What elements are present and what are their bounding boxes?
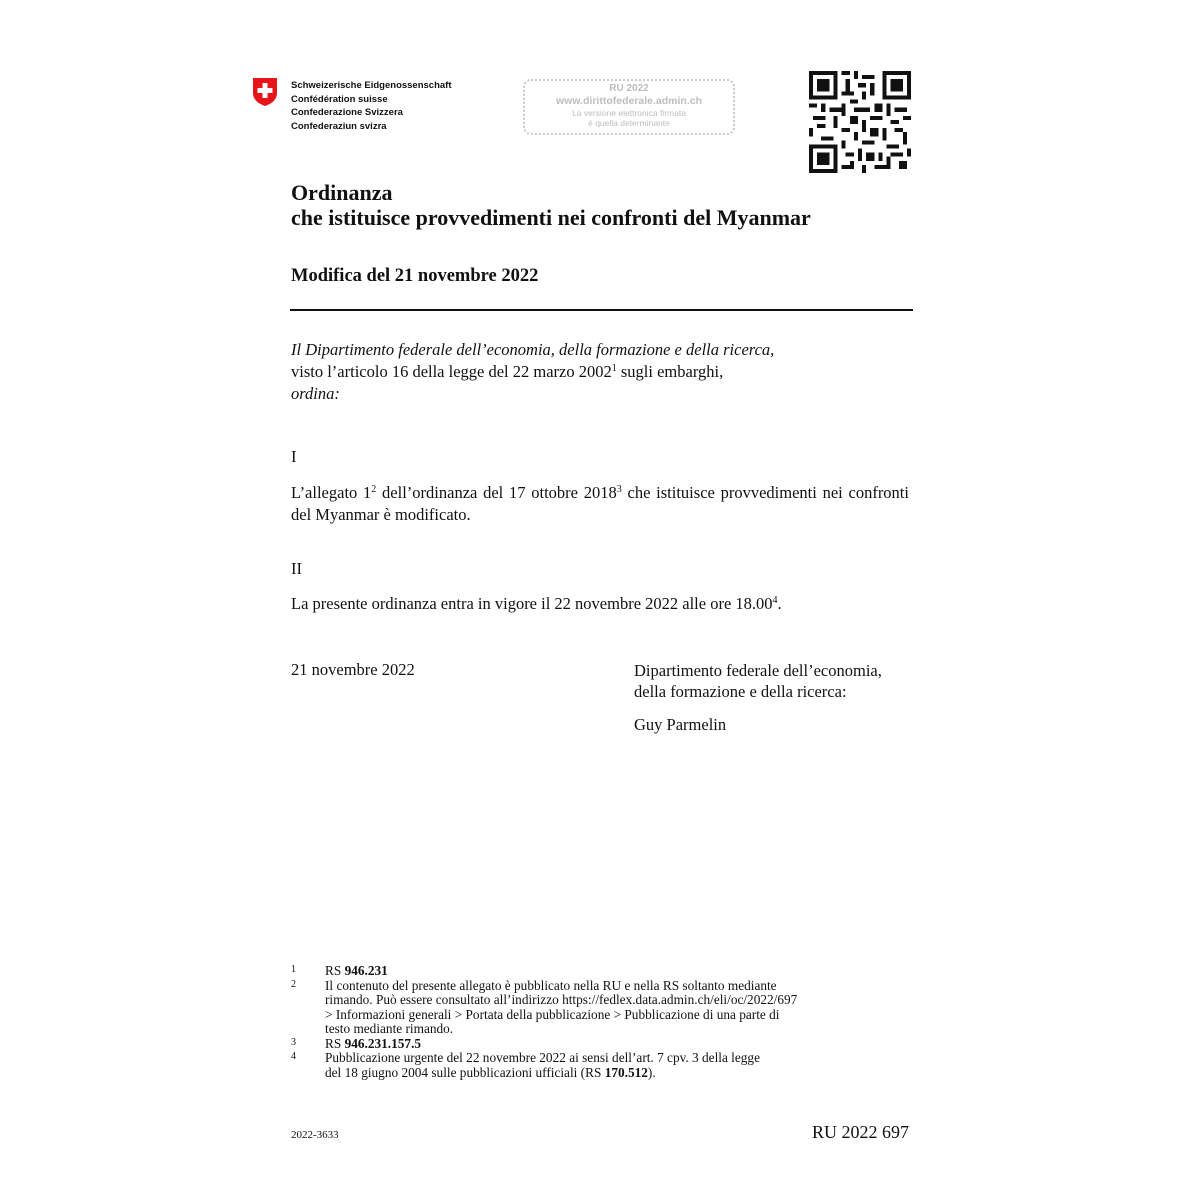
footnote-2-line: rimando. Può essere consultato all’indirizzo https://fedlex.data.admin.ch/eli/oc/2022/697 (325, 992, 798, 1007)
section-ii-end: . (777, 594, 782, 613)
footnote-rs-reference: 170.512 (604, 1064, 648, 1080)
preamble-basis-end: sugli embarghi, (616, 362, 724, 381)
footnote-rs-prefix: RS (325, 1035, 345, 1051)
conf-name-fr: Confédération suisse (291, 93, 388, 105)
amendment-subtitle: Modifica del 21 novembre 2022 (291, 266, 539, 286)
footnote-ref-3[interactable]: 3 (616, 484, 622, 495)
section-i-part1: L’allegato 1 (291, 483, 372, 502)
document-number: 2022-3633 (291, 1129, 339, 1141)
section-label-i: I (291, 447, 297, 466)
footnote-ref-1[interactable]: 1 (611, 363, 617, 374)
preamble (291, 339, 909, 405)
footnote-4-end: ). (647, 1064, 656, 1080)
footnote-4 (291, 1051, 891, 1080)
footnote-ref-4[interactable]: 4 (772, 595, 778, 606)
stamp-url: www.dirittofederale.admin.ch (555, 95, 703, 107)
footnote-2-line: Il contenuto del presente allegato è pubblicato nella RU e nella RS soltanto mediante (325, 977, 777, 993)
footnotes (291, 964, 891, 1080)
footnote-1 (291, 964, 891, 979)
document-title (291, 180, 811, 230)
footnote-4-line-1: Pubblicazione urgente del 22 novembre 2022 ai sensi dell’art. 7 cpv. 3 della legge (325, 1050, 760, 1065)
conf-name-rm: Confederaziun svizra (291, 120, 387, 132)
preamble-authority: Il Dipartimento federale dell’economia, della formazione e della ricerca, (291, 340, 775, 359)
signature-block (634, 660, 882, 735)
section-i-text (291, 482, 909, 526)
section-ii-body: La presente ordinanza entra in vigore il 22 novembre 2022 alle ore 18.00 (291, 594, 773, 613)
preamble-basis-text: visto l’articolo 16 della legge del 22 marzo 2002 (291, 362, 612, 381)
title-line-2: che istituisce provvedimenti nei confronti del Myanmar (291, 205, 811, 230)
footnote-3 (291, 1037, 891, 1052)
title-line-1: Ordinanza (291, 180, 393, 205)
signature-department-2: della formazione e della ricerca: (634, 682, 847, 701)
section-label-ii: II (291, 559, 302, 578)
conf-name-it: Confederazione Svizzera (291, 107, 403, 118)
confederation-names (291, 79, 452, 133)
footnote-number: 2 (291, 978, 296, 990)
document-date: 21 novembre 2022 (291, 660, 415, 679)
section-i-part2: dell’ordinanza del 17 ottobre 2018 (376, 483, 617, 502)
qr-code-icon (809, 71, 911, 173)
footnote-rs-reference: 946.231.157.5 (344, 1035, 422, 1051)
section-i-part3: che istituisce provvedimenti nei confronti del Myanmar è modificato. (291, 483, 909, 524)
footnote-rs-prefix: RS (325, 963, 345, 978)
stamp-note-2: è quella determinante (588, 118, 670, 128)
signer-name: Guy Parmelin (634, 715, 727, 734)
ru-reference: RU 2022 697 (811, 1122, 909, 1142)
official-stamp (523, 79, 735, 135)
section-ii-text (291, 593, 909, 615)
footnote-4-line-2 (325, 1066, 891, 1081)
footnote-number: 4 (291, 1051, 296, 1062)
footnote-number: 3 (291, 1036, 296, 1048)
footnote-rs-reference: 946.231 (344, 963, 388, 978)
footnote-2 (291, 979, 891, 1037)
signature-department-1: Dipartimento federale dell’economia, (634, 661, 882, 680)
footnote-ref-2[interactable]: 2 (371, 484, 377, 495)
conf-name-de: Schweizerische Eidgenossenschaft (291, 80, 452, 91)
preamble-decree: ordina: (291, 384, 340, 403)
preamble-legal-basis (291, 361, 909, 383)
stamp-note-1: La versione elettronica firmata (572, 108, 686, 118)
swiss-cross-icon (252, 77, 278, 107)
footnote-2-line: testo mediante rimando. (325, 1021, 454, 1036)
stamp-ru: RU 2022 (609, 83, 649, 94)
footnote-number: 1 (291, 964, 296, 975)
title-divider (290, 309, 913, 311)
footnote-4-text: del 18 giugno 2004 sulle pubblicazioni ufficiali (RS (325, 1064, 605, 1080)
footnote-2-line: > Informazioni generali > Portata della pubblicazione > Pubblicazione di una parte di (325, 1006, 780, 1022)
